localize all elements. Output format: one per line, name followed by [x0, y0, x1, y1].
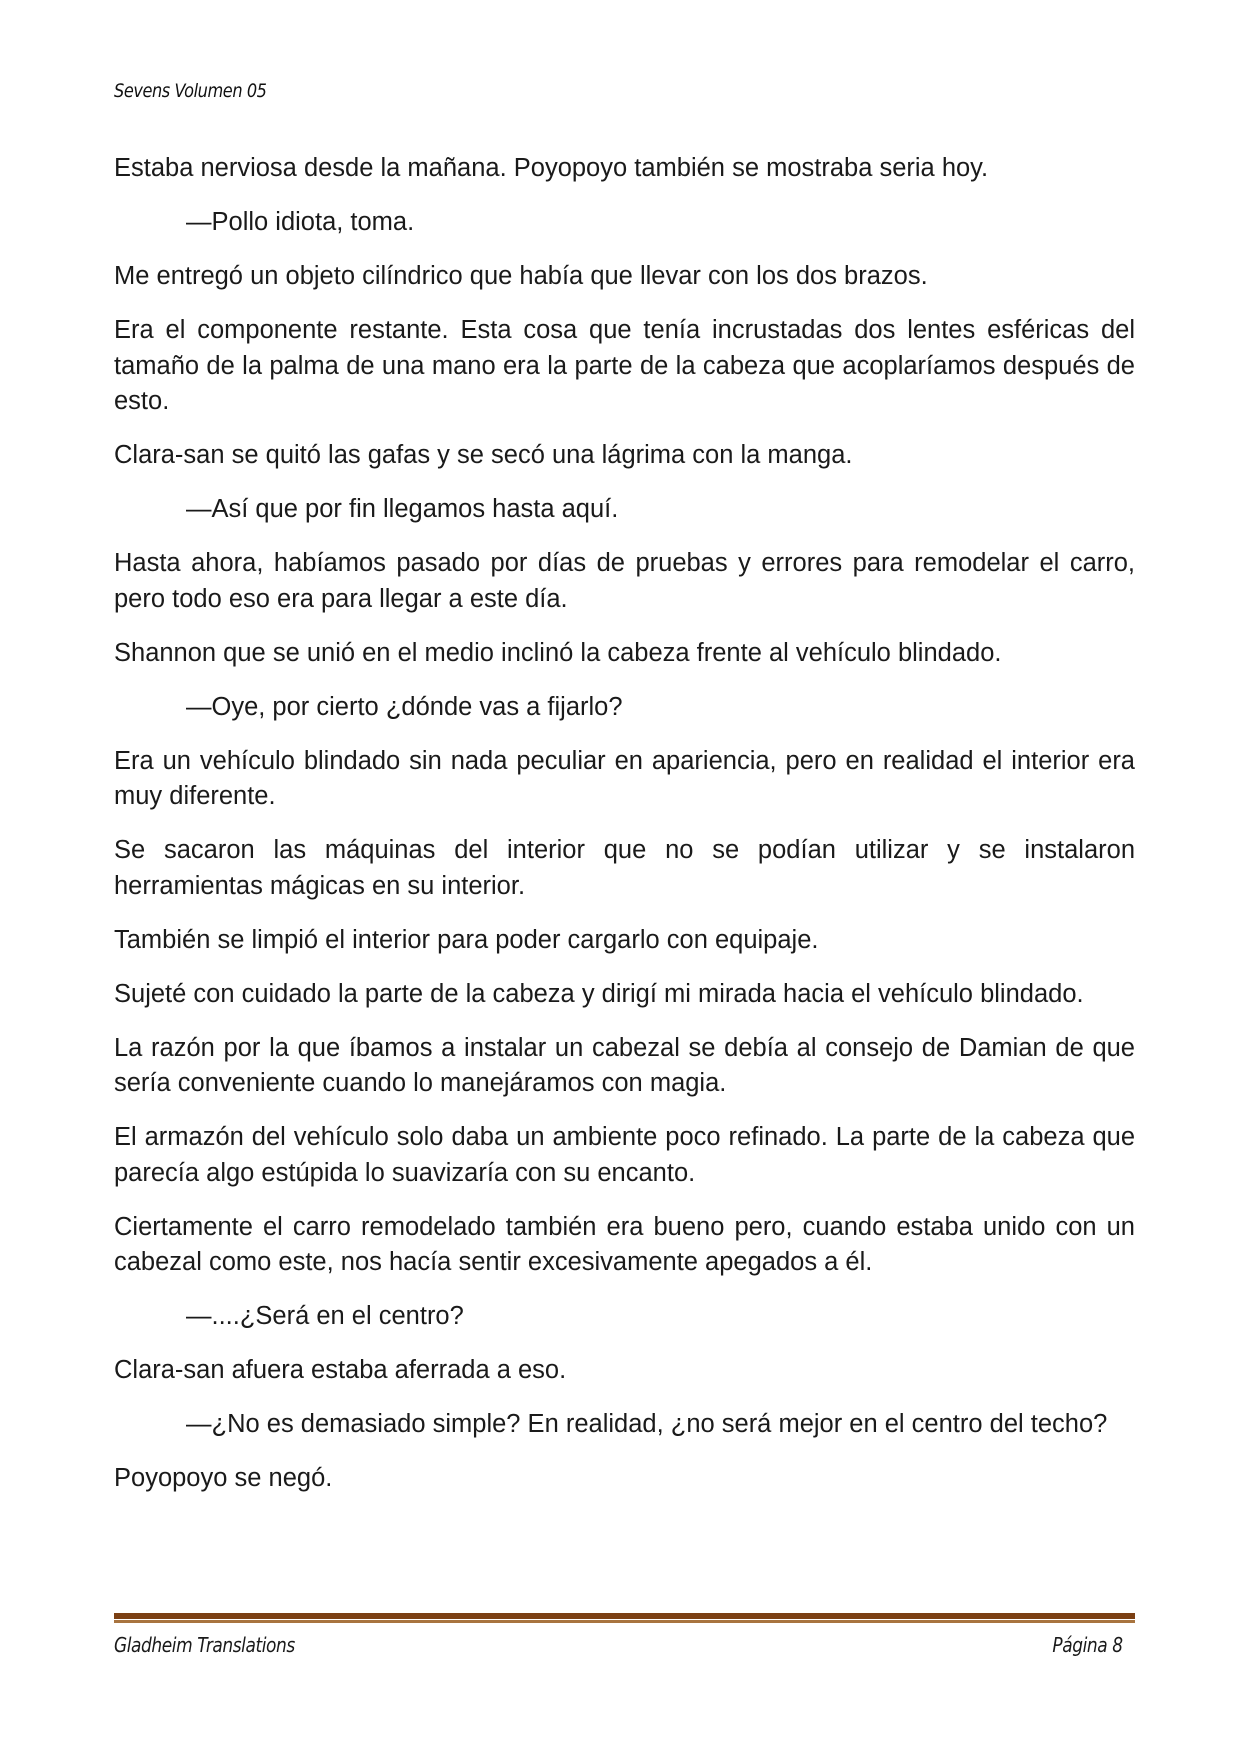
- narration-paragraph: Se sacaron las máquinas del interior que no se podían utilizar y se instalaron herramientas mágicas en su interior.: [114, 836, 1135, 900]
- narration-paragraph: Shannon que se unió en el medio inclinó la cabeza frente al vehículo blindado.: [114, 638, 1002, 667]
- dialogue-paragraph: —¿No es demasiado simple? En realidad, ¿no será mejor en el centro del techo?: [186, 1410, 1108, 1438]
- narration-paragraph: El armazón del vehículo solo daba un ambiente poco refinado. La parte de la cabeza que parecía algo estúpida lo suavizaría con su encanto.: [114, 1123, 1135, 1187]
- dialogue-paragraph: —Oye, por cierto ¿dónde vas a fijarlo?: [186, 692, 623, 721]
- dialogue-paragraph: —....¿Será en el centro?: [186, 1302, 464, 1330]
- narration-paragraph: Hasta ahora, habíamos pasado por días de pruebas y errores para remodelar el carro, pero todo eso era para llegar a este día.: [114, 549, 1135, 613]
- narration-paragraph: La razón por la que íbamos a instalar un cabezal se debía al consejo de Damian de que sería conveniente cuando lo manejáramos con magia.: [114, 1033, 1135, 1097]
- narration-paragraph: Era el componente restante. Esta cosa que tenía incrustadas dos lentes esféricas del tamaño de la palma de una mano era la parte de la cabeza que acoplaríamos después de esto.: [114, 316, 1135, 415]
- footer-credit: Gladheim Translations: [114, 1633, 295, 1657]
- narration-paragraph: Sujeté con cuidado la parte de la cabeza y dirigí mi mirada hacia el vehículo blindado.: [114, 979, 1084, 1008]
- narration-paragraph: Estaba nerviosa desde la mañana. Poyopoyo también se mostraba seria hoy.: [114, 154, 989, 182]
- dialogue-paragraph: —Pollo idiota, toma.: [186, 208, 415, 236]
- narration-paragraph: Clara-san se quitó las gafas y se secó una lágrima con la manga.: [114, 441, 853, 469]
- narration-paragraph: Clara-san afuera estaba aferrada a eso.: [114, 1356, 567, 1384]
- footer-divider: [114, 1613, 1135, 1623]
- page-number: Página 8: [1052, 1633, 1123, 1657]
- narration-paragraph: Poyopoyo se negó.: [114, 1464, 333, 1492]
- narration-paragraph: También se limpió el interior para poder cargarlo con equipaje.: [114, 925, 819, 954]
- narration-paragraph: Era un vehículo blindado sin nada peculiar en apariencia, pero en realidad el interior era muy diferente.: [114, 746, 1135, 810]
- page-body: [114, 151, 1135, 1515]
- narration-paragraph: Ciertamente el carro remodelado también era bueno pero, cuando estaba unido con un cabezal como este, nos hacía sentir excesivamente apegados a él.: [114, 1212, 1135, 1276]
- running-header: Sevens Volumen 05: [114, 80, 267, 102]
- dialogue-paragraph: —Así que por fin llegamos hasta aquí.: [186, 495, 619, 523]
- narration-paragraph: Me entregó un objeto cilíndrico que había que llevar con los dos brazos.: [114, 262, 928, 290]
